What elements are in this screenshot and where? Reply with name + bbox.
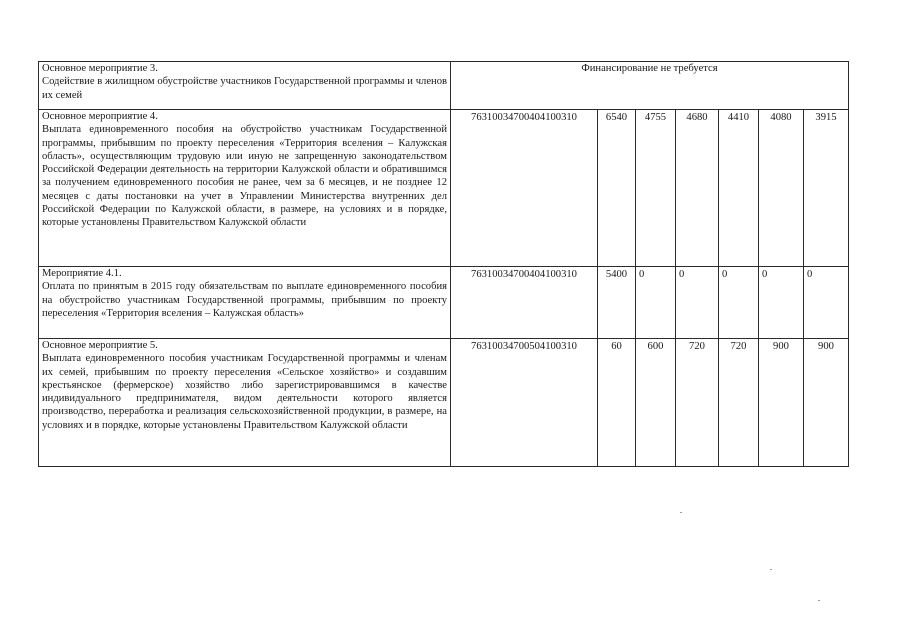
- scan-speck: [680, 512, 682, 513]
- value-cell: 4410: [719, 110, 759, 267]
- activity-description: Оплата по принятым в 2015 году обязательствам по выплате единовременного пособия на обустройство участникам Государственной программы, прибывшим по проекту переселения «Территория вселения – Калужская область»: [42, 281, 447, 319]
- funding-table: [38, 61, 849, 467]
- activity-description: Выплата единовременного пособия участникам Государственной программы и членам их семей, прибывшим по проекту переселения «Сельское хозяйство» и создавшим крестьянское (фермерское) хозяйство либо зарегистрировавшимся в качестве индивидуального предпринимателя, видом деятельности которого является производство, переработка и реализация сельскохозяйственной продукции, в размере, на условиях и в порядке, которые установлены Правительством Калужской области: [42, 353, 447, 431]
- activity-title: Основное мероприятие 5.: [42, 340, 158, 351]
- value-cell: 900: [759, 339, 804, 467]
- value-cell: 5400: [598, 267, 636, 339]
- value-cell: 4680: [676, 110, 719, 267]
- value-cell: 600: [636, 339, 676, 467]
- value-cell: 6540: [598, 110, 636, 267]
- budget-code: 76310034700504100310: [451, 339, 598, 467]
- value-cell: 3915: [804, 110, 849, 267]
- budget-code: 76310034700404100310: [451, 267, 598, 339]
- activity-cell: [39, 339, 451, 467]
- activity-title: Мероприятие 4.1.: [42, 268, 122, 279]
- value-cell: 0: [719, 267, 759, 339]
- value-cell: 0: [759, 267, 804, 339]
- table-row: [39, 339, 849, 467]
- activity-title: Основное мероприятие 3.: [42, 63, 158, 74]
- value-cell: 4755: [636, 110, 676, 267]
- value-cell: 0: [804, 267, 849, 339]
- activity-cell: [39, 110, 451, 267]
- table-row: [39, 110, 849, 267]
- value-cell: 60: [598, 339, 636, 467]
- activity-description: Выплата единовременного пособия на обустройство участникам Государственной программы, прибывшим по проекту переселения «Территория вселения – Калужская область», осуществляющим трудовую или иную не запрещенную законодательством Российской Федерации деятельность на территории Калужской области и обратившимся за получением единовременного пособия не ранее, чем за 6 месяцев, и не позднее 12 месяцев с даты постановки на учет в Управлении Министерства внутренних дел Российской Федерации по Калужской области, в размере, на условиях и в порядке, которые установлены Правительством Калужской области: [42, 124, 447, 229]
- activity-cell: [39, 62, 451, 110]
- scan-speck: [818, 600, 820, 601]
- table-row: [39, 267, 849, 339]
- budget-code: 76310034700404100310: [451, 110, 598, 267]
- value-cell: 720: [676, 339, 719, 467]
- value-cell: 720: [719, 339, 759, 467]
- value-cell: 4080: [759, 110, 804, 267]
- value-cell: 0: [636, 267, 676, 339]
- table-row: [39, 62, 849, 110]
- activity-description: Содействие в жилищном обустройстве участников Государственной программы и членов их семей: [42, 76, 447, 101]
- activity-title: Основное мероприятие 4.: [42, 111, 158, 122]
- activity-cell: [39, 267, 451, 339]
- no-funding-note: Финансирование не требуется: [451, 62, 849, 110]
- scan-speck: [770, 569, 772, 570]
- value-cell: 0: [676, 267, 719, 339]
- value-cell: 900: [804, 339, 849, 467]
